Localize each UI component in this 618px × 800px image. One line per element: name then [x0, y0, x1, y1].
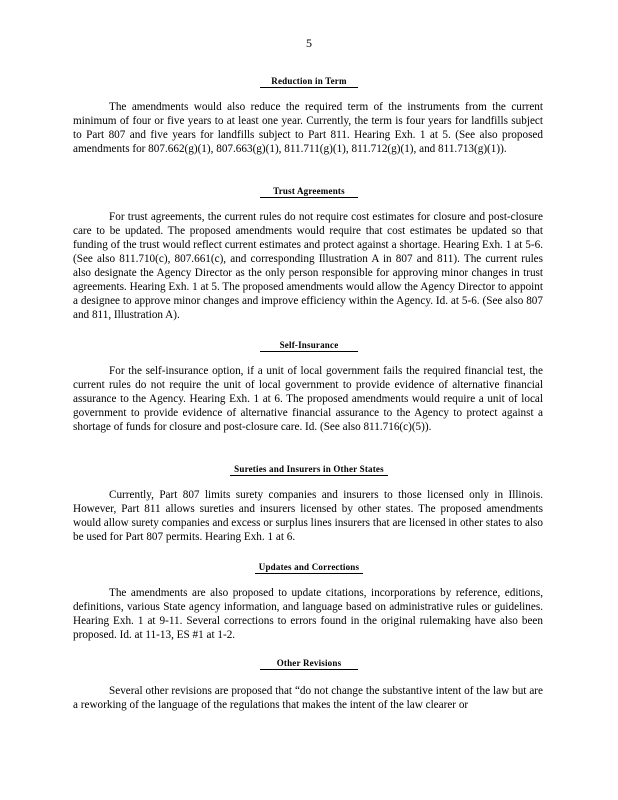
section-heading-updates-and-corrections: Updates and Corrections: [0, 562, 618, 574]
section-heading-other-revisions: Other Revisions: [0, 658, 618, 670]
section-heading-self-insurance: Self-Insurance: [0, 340, 618, 352]
section-body-trust-agreements: For trust agreements, the current rules do not require cost estimates for closure and post-closure care to be updated. The proposed amendments would require that cost estimates be updated so that funding of the trust would reflect current estimates and protect against a shortage. Hearing Exh. 1 at 5-6. (See also 811.710(c), 807.661(c), and corresponding Illustration A in 807 and 811). The current rules also designate the Agency Director as the only person responsible for approving minor changes in trust agreements. Hearing Exh. 1 at 5. The proposed amendments would allow the Agency Director to appoint a designee to approve minor changes and improve efficiency within the Agency. Id. at 5-6. (See also 807 and 811, Illustration A).: [73, 211, 543, 321]
page-number: 5: [306, 36, 312, 50]
section-heading-sureties-and-insurers: Sureties and Insurers in Other States: [0, 464, 618, 476]
section-body-reduction-in-term: The amendments would also reduce the required term of the instruments from the current minimum of four or five years to at least one year. Currently, the term is four years for landfills subject to Part 807 and five years for landfills subject to Part 811. Hearing Exh. 1 at 5. (See also proposed amendments for 807.662(g)(1), 807.663(g)(1), 811.711(g)(1), 811.712(g)(1), and 811.713(g)(1)).: [73, 101, 543, 155]
section-heading-trust-agreements: Trust Agreements: [0, 186, 618, 198]
section-body-self-insurance: For the self-insurance option, if a unit of local government fails the required financial test, the current rules do not require the unit of local government to provide evidence of alternative financial assurance to the Agency. Hearing Exh. 1 at 6. The proposed amendments would require a unit of local government to provide evidence of alternative financial assurance to the Agency to protect against a shortage of funds for closure and post-closure care. Id. (See also 811.716(c)(5)).: [73, 365, 543, 433]
section-heading-reduction-in-term: Reduction in Term: [0, 76, 618, 88]
section-body-sureties-and-insurers: Currently, Part 807 limits surety companies and insurers to those licensed only in Illinois. However, Part 811 allows sureties and insurers licensed by other states. The proposed amendments would allow surety companies and excess or surplus lines insurers that are licensed in other states to also be used for Part 807 permits. Hearing Exh. 1 at 6.: [73, 489, 543, 543]
section-body-updates-and-corrections: The amendments are also proposed to update citations, incorporations by reference, editions, definitions, various State agency information, and language based on administrative rules or guidelines. Hearing Exh. 1 at 9-11. Several corrections to errors found in the original rulemaking have also been proposed. Id. at 11-13, ES #1 at 1-2.: [73, 587, 543, 641]
section-body-other-revisions: Several other revisions are proposed that “do not change the substantive intent of the law but are a reworking of the language of the regulations that makes the intent of the law clearer or: [73, 685, 543, 711]
